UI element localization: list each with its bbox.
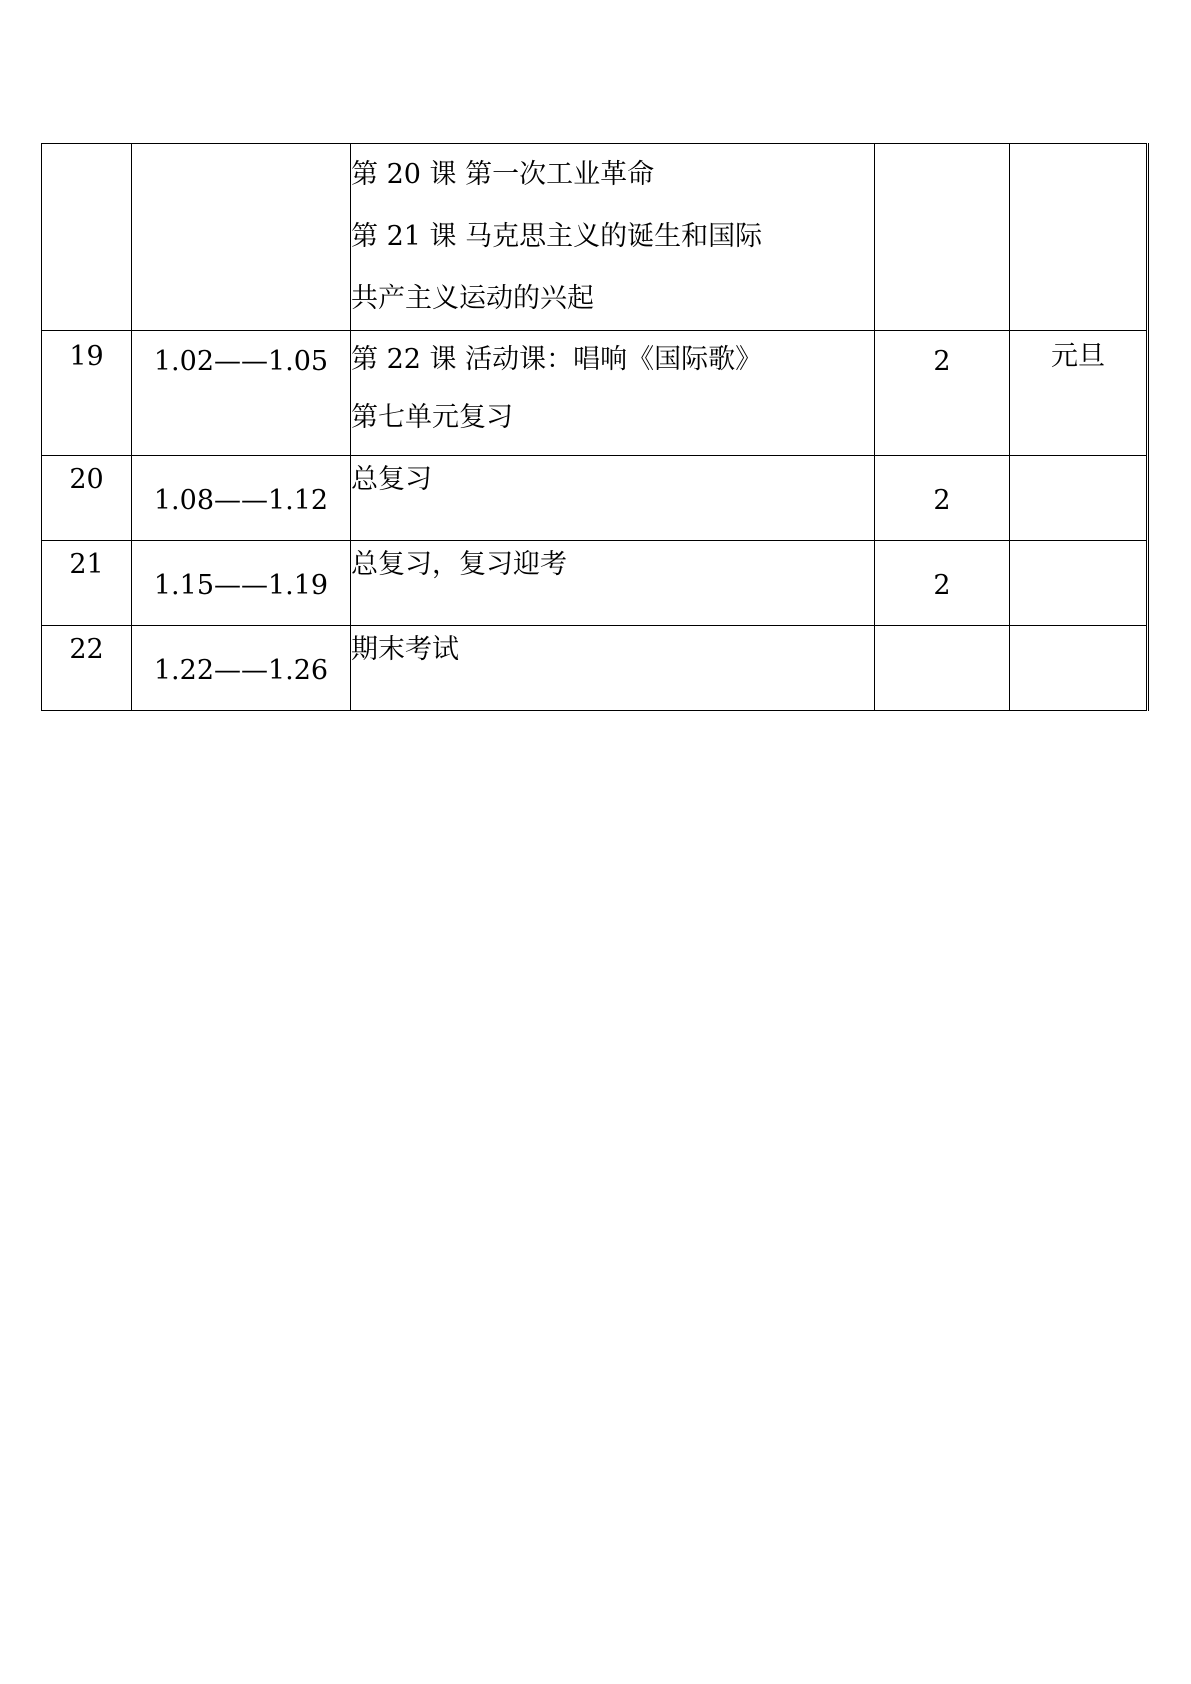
note-cell bbox=[1010, 456, 1148, 541]
note-cell bbox=[1010, 626, 1148, 711]
week-cell: 22 bbox=[42, 626, 132, 711]
content-line: 总复习，复习迎考 bbox=[351, 549, 567, 580]
content-cell bbox=[351, 144, 875, 331]
content-cell bbox=[351, 626, 875, 711]
table-row bbox=[42, 456, 1148, 541]
week-cell bbox=[42, 144, 132, 331]
content-line: 总复习 bbox=[351, 464, 432, 495]
date-range-cell bbox=[132, 144, 351, 331]
content-line: 期末考试 bbox=[351, 634, 459, 665]
content-cell bbox=[351, 456, 875, 541]
date-range-cell: 1.22——1.26 bbox=[132, 626, 351, 711]
note-cell bbox=[1010, 541, 1148, 626]
note-cell bbox=[1010, 144, 1148, 331]
note-cell: 元旦 bbox=[1010, 331, 1148, 456]
hours-cell: 2 bbox=[875, 456, 1010, 541]
week-cell: 20 bbox=[42, 456, 132, 541]
table-row bbox=[42, 144, 1148, 331]
hours-cell bbox=[875, 626, 1010, 711]
date-range-cell: 1.15——1.19 bbox=[132, 541, 351, 626]
content-line: 第 22 课 活动课：唱响《国际歌》 bbox=[351, 344, 763, 375]
content-line: 第七单元复习 bbox=[351, 402, 513, 433]
content-line: 第 21 课 马克思主义的诞生和国际 bbox=[351, 221, 763, 252]
hours-cell bbox=[875, 144, 1010, 331]
table-row bbox=[42, 626, 1148, 711]
table-row bbox=[42, 541, 1148, 626]
hours-cell: 2 bbox=[875, 331, 1010, 456]
date-range-cell: 1.02——1.05 bbox=[132, 331, 351, 456]
content-line: 第 20 课 第一次工业革命 bbox=[351, 159, 655, 190]
content-line: 共产主义运动的兴起 bbox=[351, 283, 594, 314]
table-row bbox=[42, 331, 1148, 456]
teaching-schedule-table bbox=[41, 143, 1149, 711]
content-cell bbox=[351, 331, 875, 456]
week-cell: 19 bbox=[42, 331, 132, 456]
week-cell: 21 bbox=[42, 541, 132, 626]
hours-cell: 2 bbox=[875, 541, 1010, 626]
date-range-cell: 1.08——1.12 bbox=[132, 456, 351, 541]
content-cell bbox=[351, 541, 875, 626]
